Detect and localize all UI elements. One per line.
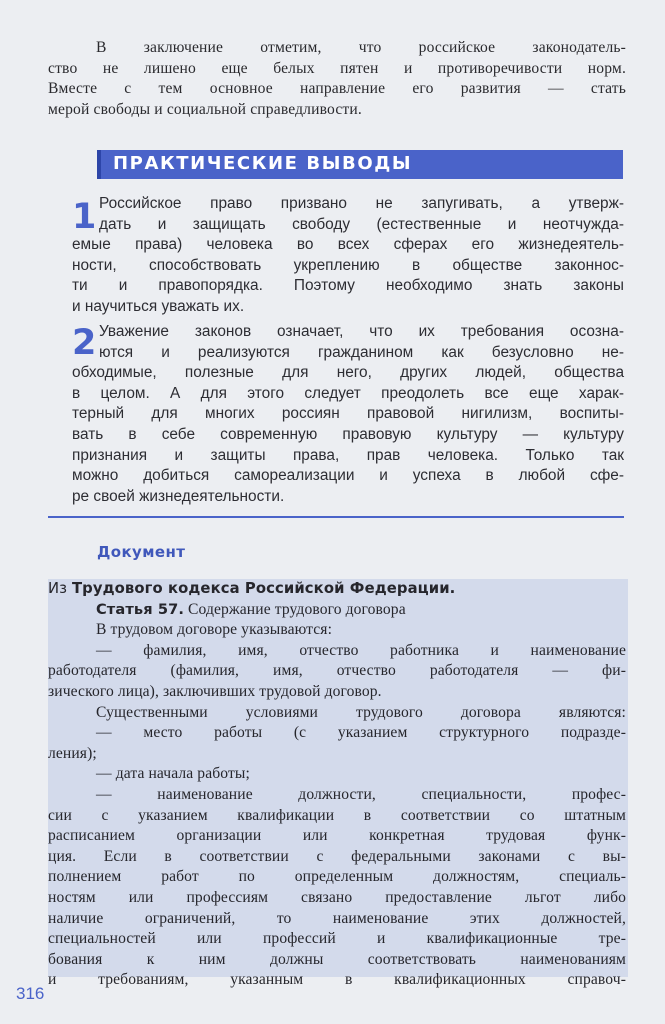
- document-line: полнением работ по определенным должностям, специаль-: [48, 868, 626, 886]
- conclusion-line: ности, способствовать укреплению в обществе законнос-: [72, 256, 624, 274]
- document-line: сии с указанием квалификации в соответствии со штатным: [48, 806, 626, 824]
- conclusion-line: Уважение законов означает, что их требования осозна-: [99, 323, 624, 340]
- section-divider: [48, 516, 624, 518]
- document-line: В трудовом договоре указываются:: [96, 621, 333, 639]
- document-line: — место работы (с указанием структурного подразде-: [96, 724, 626, 742]
- document-body: [48, 620, 626, 991]
- conclusion-line: дать и защищать свободу (естественные и неотчужда-: [99, 215, 624, 233]
- document-line: — дата начала работы;: [96, 765, 250, 783]
- document-line: — фамилия, имя, отчество работника и наименование: [96, 641, 626, 659]
- page-number: 316: [16, 984, 45, 1003]
- document-line: специальностей или профессий и квалификационные тре-: [48, 930, 626, 948]
- document-line: Существенными условиями трудового договора являются:: [96, 703, 626, 721]
- document-source: [48, 579, 626, 600]
- document-source-prefix: Из: [48, 580, 72, 597]
- conclusion-line: Российское право призвано не запугивать, а утверж-: [99, 195, 624, 212]
- document-line: ция. Если в соответствии с федеральными законами с вы-: [48, 847, 626, 865]
- intro-line: ство не лишено еще белых пятен и противоречивости норм.: [48, 59, 626, 77]
- conclusion-line: обходимые, полезные для него, других людей, общества: [72, 364, 624, 382]
- document-line: работодателя (фамилия, имя, отчество работодателя — фи-: [48, 662, 626, 680]
- document-line: ностям или профессиям связано предоставление льгот либо: [48, 888, 626, 906]
- conclusion-line: признания и защиты права, прав человека. Только так: [72, 446, 624, 464]
- document-excerpt: [48, 579, 626, 991]
- article-title: Содержание трудового договора: [184, 600, 406, 618]
- document-line: зического лица), заключивших трудовой договор.: [48, 682, 382, 700]
- conclusion-line: в целом. А для этого следует преодолеть все еще харак-: [72, 384, 624, 402]
- document-article-heading: [48, 600, 626, 621]
- conclusion-line: ре своей жизнедеятельности.: [72, 487, 285, 505]
- conclusion-line: ются и реализуются гражданином как безусловно не-: [99, 343, 624, 361]
- document-line: ления);: [48, 744, 97, 762]
- conclusion-number: 2: [72, 323, 97, 363]
- document-line: и требованиям, указанным в квалификационных справоч-: [48, 971, 626, 989]
- conclusion-line: можно добиться самореализации и успеха в любой сфе-: [72, 467, 624, 485]
- intro-paragraph: [48, 38, 626, 120]
- intro-line: мерой свободы и социальной справедливости.: [48, 100, 362, 118]
- conclusion-number: 1: [72, 197, 97, 237]
- document-line: расписанием организации или конкретная трудовая функ-: [48, 827, 626, 845]
- conclusion-line: емые права) человека во всех сферах его жизнедеятель-: [72, 236, 624, 254]
- conclusion-line: вать в себе современную правовую культуру — культуру: [72, 425, 624, 443]
- document-label: Документ: [97, 543, 186, 561]
- article-number: Статья 57.: [96, 600, 185, 618]
- conclusion-line: ти и правопорядка. Поэтому необходимо знать законы: [72, 277, 624, 295]
- document-line: бования к ним должны соответствовать наименованиям: [48, 950, 626, 968]
- section-heading-banner: [97, 150, 623, 179]
- intro-line: Вместе с тем основное направление его развития — стать: [48, 80, 626, 97]
- conclusion-line: терный для многих россиян правовой нигилизм, воспиты-: [72, 405, 624, 423]
- document-source-title: Трудового кодекса Российской Федерации.: [71, 580, 456, 597]
- intro-line: В заключение отметим, что российское законодатель-: [96, 39, 626, 56]
- conclusion-line: и научиться уважать их.: [72, 297, 245, 315]
- document-line: наличие ограничений, то наименование этих должностей,: [48, 909, 626, 927]
- section-heading: ПРАКТИЧЕСКИЕ ВЫВОДЫ: [113, 153, 413, 174]
- document-line: — наименование должности, специальности, профес-: [96, 785, 626, 803]
